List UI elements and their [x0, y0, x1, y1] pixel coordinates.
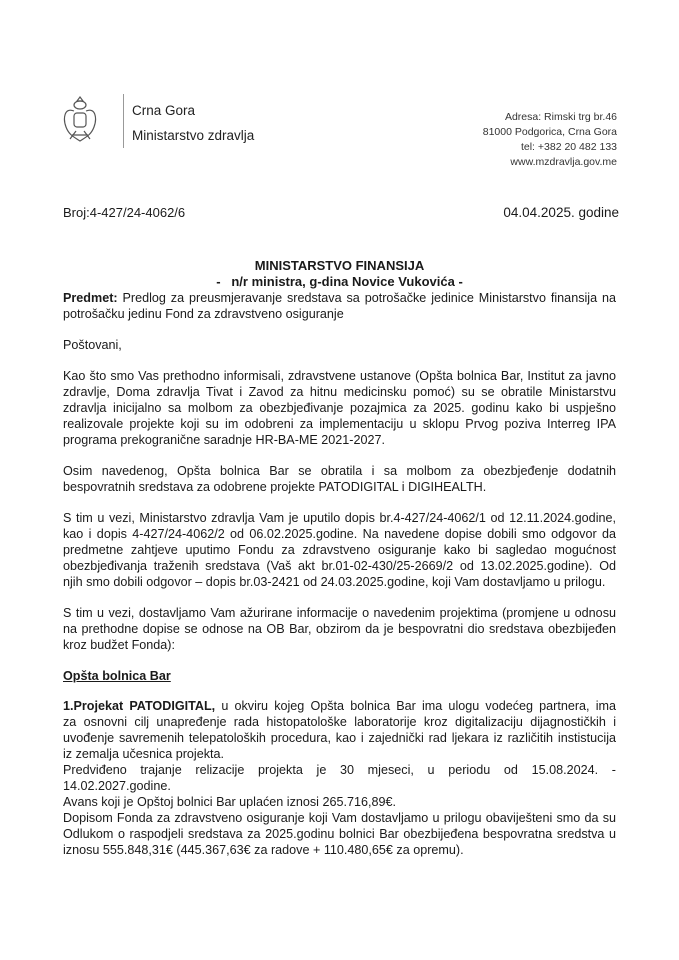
reference-number: Broj:4-427/24-4062/6	[63, 205, 186, 220]
address-line: Adresa: Rimski trg br.46	[504, 111, 617, 123]
recipient-attention: - n/r ministra, g-dina Novice Vukovića -	[216, 274, 463, 289]
project-line: iznosu 555.848,31€ (445.367,63€ za radove + 110.480,65€ za opremu).	[63, 843, 464, 857]
phone: tel: +382 20 482 133	[520, 141, 617, 153]
coat-of-arms-icon	[62, 95, 98, 145]
project-line: 14.02.2027.godine.	[63, 779, 171, 793]
paragraph-line: realizovale projekte koji su im odobreni za implementaciju u sklopu Prvog poziva Interreg IPA	[63, 417, 616, 431]
project-line: za osnovni cilj unapređenje rada histopatološke laboratorije kroz digitalizaciju dijagnostičkih i	[63, 715, 616, 729]
subject-text: potrošačku jedinu Fond za zdravstveno osiguranje	[63, 307, 344, 321]
project-line: Dopisom Fonda za zdravstveno osiguranje koji Vam dostavljamo u prilogu obaviješteni smo da su	[63, 811, 616, 825]
paragraph-line: na prethodne dopise se odnose na OB Bar, obzirom da je bespovratni dio sredstava obezbijeđen	[63, 622, 616, 636]
paragraph-line: bespovratnih sredstava za odobrene projekte PATODIGITAL i DIGIHEALTH.	[63, 480, 487, 494]
project-line: iz zemalja učesnica projekta.	[63, 747, 224, 761]
project-line: Odlukom o raspodjeli sredstava za 2025.godinu bolnici Bar obezbijeđena bespovratna sredstva u	[63, 827, 616, 841]
header-divider	[123, 94, 124, 148]
paragraph-line: njih smo dobili odgovor – dopis br.03-2421 od 24.03.2025.godine, koji Vam dostavljamo u prilogu.	[63, 575, 606, 589]
address-block	[483, 110, 617, 170]
paragraph-line: S tim u vezi, dostavljamo Vam ažurirane informacije o navedenim projektima (promjene u odnosu	[63, 606, 616, 620]
paragraph-line: zdravlja inicijalno sa molbom za obezbjeđivanje pozajmica za 2025. godinu kako bi uspješno	[63, 401, 616, 415]
paragraph-line: Kao što smo Vas prethodno informisali, zdravstvene ustanove (Opšta bolnica Bar, Institut za javno	[63, 369, 616, 383]
project-line: uvođenje savremenih telepatoloških procedura, kao i zajednički rad ljekara iz različitih instistucija	[63, 731, 616, 745]
address-line: 81000 Podgorica, Crna Gora	[482, 126, 617, 138]
subject-text: Predlog za preusmjeravanje sredstava sa potrošačke jedinice Ministarstvo finansija na	[117, 291, 616, 305]
paragraph-line: kroz budžet Fonda):	[63, 638, 176, 652]
greeting: Poštovani,	[63, 338, 122, 352]
paragraph-line: programa prekogranične saradnje HR-BA-ME 2021-2027.	[63, 433, 386, 447]
project-title: 1.Projekat PATODIGITAL,	[63, 699, 216, 713]
subject	[63, 290, 616, 322]
recipient-block	[0, 258, 679, 290]
website-link[interactable]: www.mzdravlja.gov.me	[510, 156, 617, 168]
country-name: Crna Gora	[132, 103, 196, 118]
organization-block	[132, 98, 254, 148]
subject-label: Predmet:	[63, 291, 118, 305]
body-paragraph	[63, 368, 616, 448]
body-paragraph	[63, 510, 616, 590]
paragraph-line: S tim u vezi, Ministarstvo zdravlja Vam je uputilo dopis br.4-427/24-4062/1 od 12.11.2024.godine,	[63, 511, 616, 525]
project-line: Avans koji je Opštoj bolnici Bar uplaćen iznosi 265.716,89€.	[63, 795, 397, 809]
body-paragraph	[63, 605, 616, 653]
recipient-name: MINISTARSTVO FINANSIJA	[254, 258, 425, 273]
paragraph-line: predmetne zahtjeve uputimo Fondu za zdravstveno osiguranje kako bi sagledao mogućnost	[63, 543, 616, 557]
section-heading: Opšta bolnica Bar	[63, 669, 171, 683]
project-paragraph	[63, 698, 616, 858]
project-line: Predviđeno trajanje relizacije projekta je 30 mjeseci, u periodu od 15.08.2024. -	[63, 763, 616, 777]
paragraph-line: zdravlje, Doma zdravlja Tivat i Zavod za hitnu medicinsku pomoć) su se obratile Ministarstvu	[63, 385, 616, 399]
paragraph-line: kao i dopis 4-427/24-4062/2 od 06.02.2025.godine. Na navedene dopise dobili smo odgovor da	[63, 527, 616, 541]
ministry-name: Ministarstvo zdravlja	[132, 128, 255, 143]
paragraph-line: Osim navedenog, Opšta bolnica Bar se obratila i sa molbom za obezbjeđenje dodatnih	[63, 464, 616, 478]
document-date: 04.04.2025. godine	[503, 205, 619, 220]
body-paragraph	[63, 463, 616, 495]
project-text: u okviru kojeg Opšta bolnica Bar ima ulogu vodećeg partnera, ima	[215, 699, 616, 713]
letter-body	[63, 290, 616, 858]
paragraph-line: obezbjeđivanja traženih sredstava (Vaš akt br.01-02-430/25-2669/2 od 13.02.2025.godine). Od	[63, 559, 616, 573]
